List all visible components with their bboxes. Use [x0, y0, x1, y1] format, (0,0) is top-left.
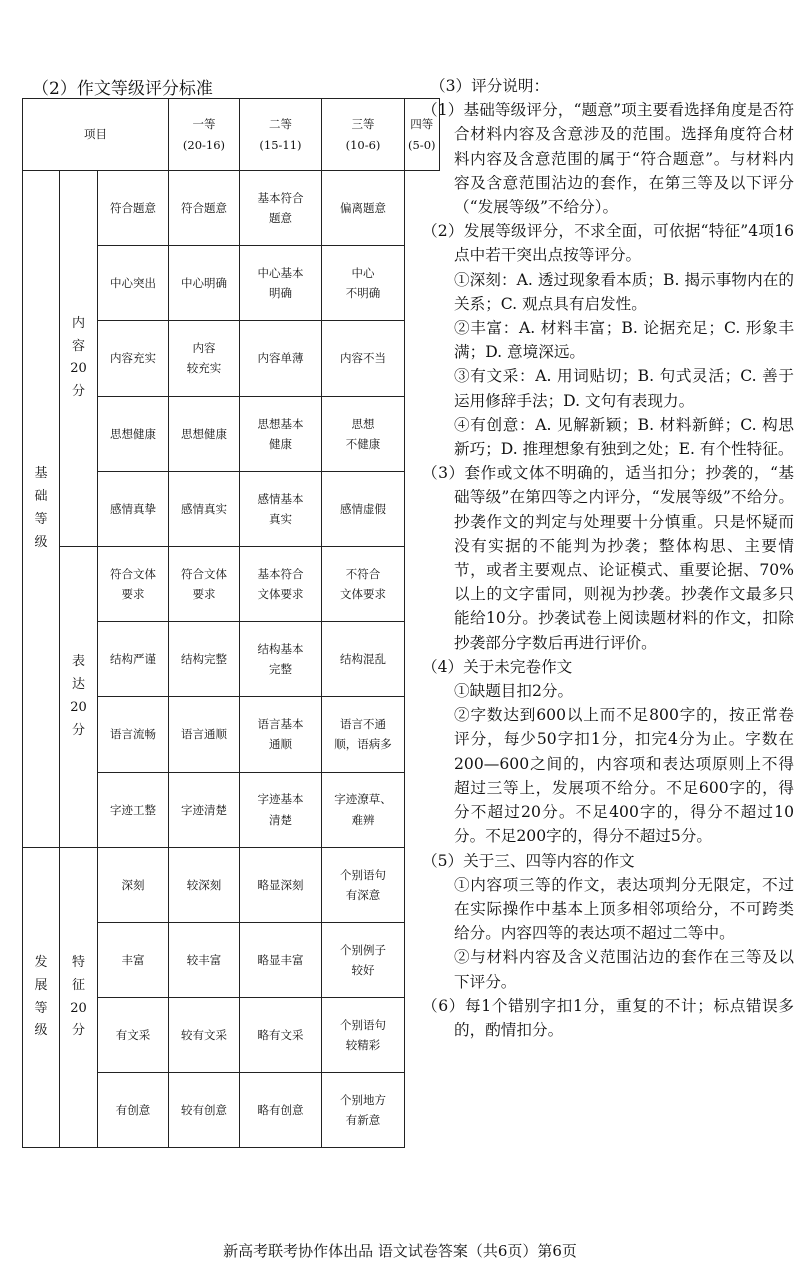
cell-text: 要求 [121, 587, 145, 602]
table-cell [240, 171, 322, 246]
cell-text: 略有创意 [257, 1103, 304, 1118]
cell-text: 分 [71, 1023, 85, 1039]
table-cell [240, 546, 322, 621]
table-cell [98, 1073, 169, 1148]
cell-text: 有文采 [115, 1028, 151, 1043]
table-cell [169, 246, 240, 321]
table-cell [240, 622, 322, 697]
cell-text: 通顺 [269, 737, 292, 752]
notes-title: （3）评分说明： [430, 77, 550, 95]
note-item: （3）套作或文体不明确的，适当扣分；抄袭的，“基础等级”在第四等之内评分，“发展等级”不给分。抄袭作文的判定与处理要十分慎重。只是怀疑而没有实据的不能判为抄袭；整体构思、主要情节，或者主要观点、论证模式、重要论据、70%以上的文字雷同，则视为抄袭。抄袭作文最多只能给10分。抄袭试卷上阅读题材料的作文，扣除抄袭部分字数后再进行评价。 [422, 464, 794, 652]
section-label [60, 171, 98, 547]
cell-text: 略显深刻 [257, 877, 304, 892]
cell-text: 语言不通 [340, 717, 386, 732]
cell-text: 感情真实 [181, 501, 227, 516]
table-cell [169, 396, 240, 471]
cell-text: 容 [71, 338, 85, 354]
table-cell [98, 922, 169, 997]
cell-text: 础 [34, 489, 48, 505]
cell-text: 中心突出 [110, 276, 156, 291]
table-cell [169, 1073, 240, 1148]
table-cell [240, 1073, 322, 1148]
cell-text: 字迹工整 [110, 802, 156, 817]
table-cell [240, 321, 322, 396]
table-cell [322, 471, 405, 546]
cell-text: 完整 [269, 662, 292, 677]
note-item: （6）每1个错别字扣1分，重复的不计；标点错误多的，酌情扣分。 [422, 996, 794, 1039]
table-cell [98, 847, 169, 922]
cell-text: 文体要求 [257, 587, 304, 602]
table-cell [98, 772, 169, 847]
cell-text: 思想基本 [257, 416, 304, 431]
note-subitem: ②丰富：A. 材料丰富；B. 论据充足；C. 形象丰满；D. 意境深远。 [454, 319, 794, 362]
table-row [23, 546, 440, 621]
cell-text: 符合文体 [110, 566, 156, 581]
table-cell [169, 697, 240, 772]
table-cell [169, 546, 240, 621]
cell-text: 分 [71, 384, 85, 400]
cell-text: 字迹基本 [257, 792, 304, 807]
cell-text: 较有文采 [181, 1028, 227, 1043]
cell-text: 二等 [269, 117, 292, 132]
note-subitem: ③有文采：A. 用词贴切；B. 句式灵活；C. 善于运用修辞手法；D. 文句有表现力。 [454, 367, 794, 410]
cell-text: 字迹清楚 [181, 802, 227, 817]
table-cell [98, 171, 169, 246]
table-cell [169, 998, 240, 1073]
table-header-row [23, 99, 440, 171]
cell-text: 感情虚假 [340, 501, 386, 516]
cell-text: 内容 [192, 341, 216, 356]
cell-text: 等 [34, 1000, 48, 1016]
cell-text: 征 [71, 977, 85, 993]
cell-text: 有深意 [345, 887, 381, 902]
table-cell [322, 171, 405, 246]
table-cell [98, 998, 169, 1073]
table-row [23, 847, 440, 922]
cell-text: 内 [71, 315, 85, 331]
header-level [169, 99, 240, 171]
cell-text: 要求 [192, 587, 216, 602]
table-cell [322, 1073, 405, 1148]
table-cell [240, 998, 322, 1073]
cell-text: 思想健康 [110, 426, 156, 441]
cell-text: 展 [34, 977, 48, 993]
cell-text: 有新意 [345, 1113, 381, 1128]
table-cell [169, 471, 240, 546]
grading-table [22, 98, 440, 1148]
cell-text: 中心 [351, 266, 375, 281]
cell-text: 真实 [269, 511, 292, 526]
table-cell [322, 847, 405, 922]
table-cell [322, 697, 405, 772]
cell-text: 略显丰富 [257, 952, 304, 967]
cell-text: 语言基本 [257, 717, 304, 732]
cell-text: 基本符合 [257, 190, 304, 205]
table-row [23, 171, 440, 246]
table-cell [240, 697, 322, 772]
cell-text: 不符合 [345, 566, 381, 581]
cell-text: 基本符合 [257, 566, 304, 581]
cell-text: 等 [34, 511, 48, 527]
table-cell [240, 922, 322, 997]
table-cell [98, 246, 169, 321]
table-cell [240, 471, 322, 546]
cell-text: 一等 [192, 117, 216, 132]
cell-text: (15-11) [259, 137, 302, 152]
cell-text: 个别例子 [340, 942, 386, 957]
cell-text: 较深刻 [186, 877, 222, 892]
cell-text: 顺，语病多 [334, 737, 392, 752]
note-subitem: ④有创意：A. 见解新颖；B. 材料新鲜；C. 构思新巧；D. 推理想象有独到之处；E. 有个性特征。 [454, 415, 794, 459]
cell-text: 中心基本 [257, 266, 304, 281]
group-label [23, 847, 60, 1148]
section-label [60, 847, 98, 1148]
table-cell [98, 622, 169, 697]
cell-text: 略有文采 [257, 1028, 304, 1043]
cell-text: (10-6) [345, 137, 381, 152]
table-cell [322, 246, 405, 321]
table-cell [240, 396, 322, 471]
note-item: （1）基础等级评分，“题意”项主要看选择角度是否符合材料内容及含意涉及的范围。选择角度符合材料内容及含意范围的属于“符合题意”。与材料内容及含意范围沾边的套作，在第三等及以下评分（“发展等级”不给分）。 [422, 101, 794, 217]
table-cell [169, 847, 240, 922]
table-cell [322, 396, 405, 471]
table-cell [322, 622, 405, 697]
table-cell [322, 922, 405, 997]
cell-text: 思想 [351, 416, 375, 431]
cell-text: 分 [71, 722, 85, 738]
cell-text: 题意 [269, 211, 292, 226]
note-item: （5）关于三、四等内容的作文 [422, 851, 635, 870]
cell-text: 较有创意 [181, 1103, 227, 1118]
table-cell [98, 697, 169, 772]
cell-text: 达 [71, 677, 85, 693]
cell-text: 语言通顺 [181, 727, 227, 742]
cell-text: 个别地方 [340, 1093, 386, 1108]
table-cell [322, 546, 405, 621]
table-cell [169, 772, 240, 847]
section-label [60, 546, 98, 847]
table-cell [240, 772, 322, 847]
table-cell [322, 321, 405, 396]
cell-text: 结构完整 [181, 652, 227, 667]
cell-text: 健康 [269, 436, 292, 451]
page-footer: 新高考联考协作体出品 语文试卷答案（共6页）第6页 [223, 1242, 577, 1260]
table-cell [169, 321, 240, 396]
cell-text: 内容充实 [110, 351, 156, 366]
cell-text: 感情真挚 [110, 501, 156, 516]
cell-text: 思想健康 [181, 426, 227, 441]
cell-text: 20 [70, 1000, 87, 1016]
cell-text: 内容不当 [340, 351, 386, 366]
cell-text: 较丰富 [186, 952, 222, 967]
note-item: （2）发展等级评分，不求全面，可依据“特征”4项16点中若干突出点按等评分。 [422, 222, 794, 265]
cell-text: 特 [71, 955, 85, 971]
cell-text: 不健康 [345, 436, 381, 451]
cell-text: 20 [70, 699, 87, 715]
table-cell [98, 321, 169, 396]
cell-text: 基 [34, 466, 48, 482]
cell-text: 个别语句 [340, 1018, 386, 1033]
note-subitem: ②与材料内容及含义范围沾边的套作在三等及以下评分。 [454, 948, 794, 991]
cell-text: 级 [34, 534, 48, 550]
cell-text: 明确 [269, 286, 292, 301]
note-subitem: ②字数达到600以上而不足800字的，按正常卷评分，每少50字扣1分，扣完4分为止。字数在200—600之间的，内容项和表达项原则上不得超过三等上，发展项不给分。不足600字的，得分不超过20分。不足400字的，得分不超过10分。不足200字的，得分不超过5分。 [454, 706, 794, 846]
cell-text: 符合题意 [181, 201, 227, 216]
cell-text: 结构混乱 [340, 652, 386, 667]
header-level [322, 99, 405, 171]
header-level [240, 99, 322, 171]
table-cell [322, 772, 405, 847]
note-subitem: ①深刻：A. 透过现象看本质；B. 揭示事物内在的关系；C. 观点具有启发性。 [454, 270, 794, 313]
cell-text: (20-16) [182, 137, 226, 152]
scoring-notes [422, 74, 794, 1042]
cell-text: 偏离题意 [340, 201, 386, 216]
cell-text: 丰富 [121, 952, 145, 967]
cell-text: 四等 [410, 117, 434, 132]
cell-text: 较精彩 [345, 1038, 381, 1053]
cell-text: 结构严谨 [110, 652, 156, 667]
note-subitem: ①内容项三等的作文，表达项判分无限定，不过在实际操作中基本上顶多相邻项给分，不可跨类给分。内容四等的表达项不超过二等中。 [454, 875, 794, 943]
note-item: （4）关于未完卷作文 [422, 657, 573, 676]
cell-text: 20 [70, 361, 87, 377]
table-cell [169, 171, 240, 246]
cell-text: 文体要求 [340, 587, 386, 602]
cell-text: 符合题意 [110, 201, 156, 216]
table-cell [322, 998, 405, 1073]
cell-text: 内容单薄 [257, 351, 304, 366]
cell-text: 个别语句 [340, 867, 386, 882]
cell-text: 三等 [351, 117, 375, 132]
cell-text: 有创意 [115, 1103, 151, 1118]
cell-text: 较充实 [186, 361, 222, 376]
header-item: 项目 [23, 99, 169, 171]
cell-text: 语言流畅 [110, 727, 156, 742]
cell-text: 结构基本 [257, 642, 304, 657]
cell-text: 难辨 [351, 812, 375, 827]
cell-text: 符合文体 [181, 566, 227, 581]
cell-text: 深刻 [121, 877, 145, 892]
cell-text: (5-0) [408, 137, 436, 152]
cell-text: 级 [34, 1023, 48, 1039]
note-subitem: ①缺题目扣2分。 [454, 682, 574, 701]
table-cell [169, 922, 240, 997]
table-cell [169, 622, 240, 697]
table-cell [98, 546, 169, 621]
cell-text: 字迹潦草、 [334, 792, 392, 807]
cell-text: 较好 [351, 962, 375, 977]
group-label [23, 171, 60, 848]
cell-text: 表 [71, 654, 85, 670]
cell-text: 清楚 [269, 812, 292, 827]
table-cell [98, 471, 169, 546]
cell-text: 发 [34, 955, 48, 971]
cell-text: 不明确 [345, 286, 381, 301]
table-title: （2）作文等级评分标准 [32, 79, 213, 99]
table-cell [240, 246, 322, 321]
table-cell [240, 847, 322, 922]
cell-text: 中心明确 [181, 276, 227, 291]
cell-text: 感情基本 [257, 491, 304, 506]
table-cell [98, 396, 169, 471]
